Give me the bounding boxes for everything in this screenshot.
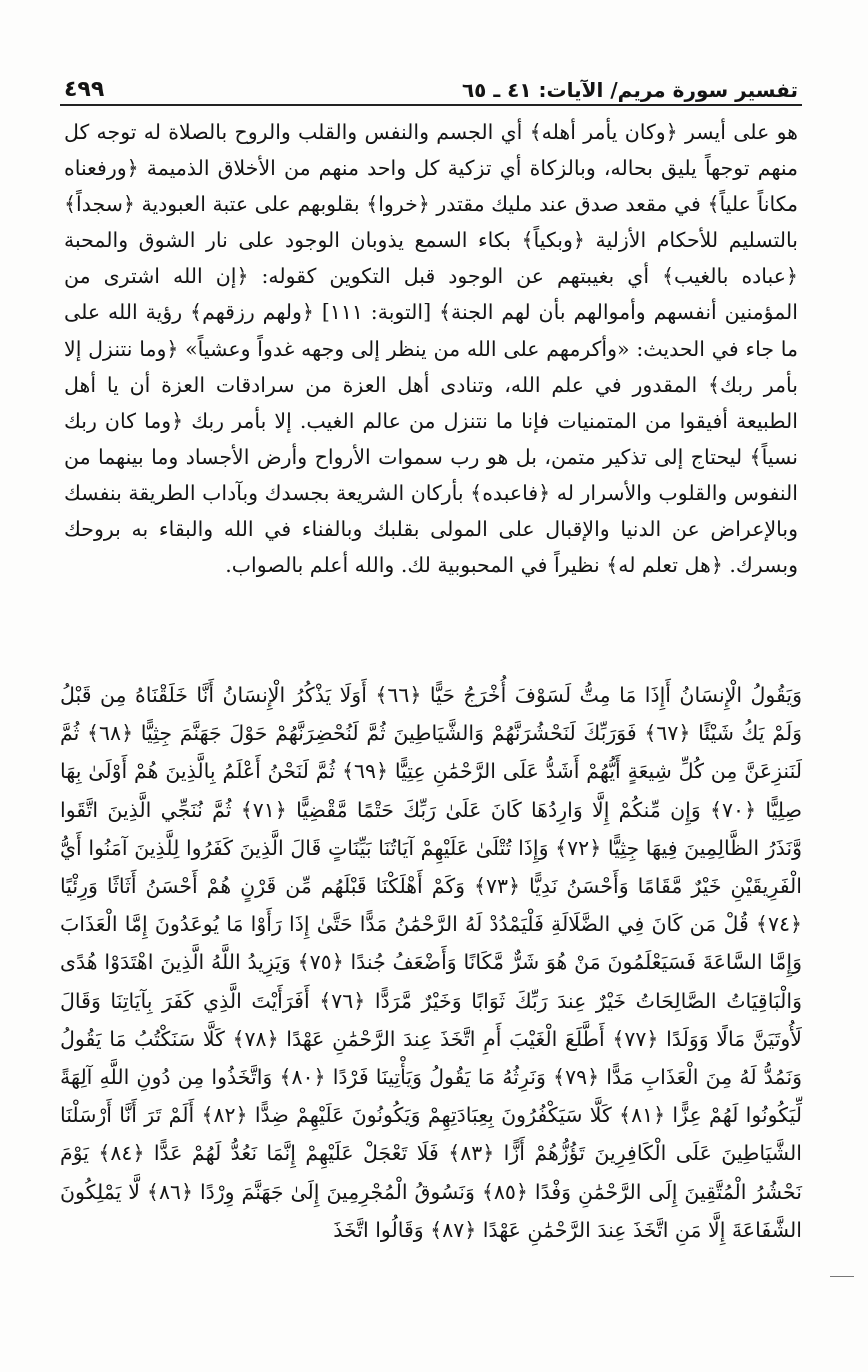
margin-mark — [830, 1276, 854, 1277]
quran-verses: وَيَقُولُ الْإِنسَانُ أَإِذَا مَا مِتُّ لَسَوْفَ أُخْرَجُ حَيًّا ﴿٦٦﴾ أَوَلَا يَذْكُرُ الْإِنسَانُ أَنَّا خَلَقْنَاهُ مِن قَبْلُ وَلَمْ يَكُ شَيْئًا ﴿٦٧﴾ فَوَرَبِّكَ لَنَحْشُرَنَّهُمْ وَالشَّيَاطِينَ ثُمَّ لَنُحْضِرَنَّهُمْ حَوْلَ جَهَنَّمَ جِثِيًّا ﴿٦٨﴾ ثُمَّ لَنَنزِعَنَّ مِن كُلِّ شِيعَةٍ أَيُّهُمْ أَشَدُّ عَلَى الرَّحْمَٰنِ عِتِيًّا ﴿٦٩﴾ ثُمَّ لَنَحْنُ أَعْلَمُ بِالَّذِينَ هُمْ أَوْلَىٰ بِهَا صِلِيًّا ﴿٧٠﴾ وَإِن مِّنكُمْ إِلَّا وَارِدُهَا كَانَ عَلَىٰ رَبِّكَ حَتْمًا مَّقْضِيًّا ﴿٧١﴾ ثُمَّ نُنَجِّي الَّذِينَ اتَّقَوا وَّنَذَرُ الظَّالِمِينَ فِيهَا جِثِيًّا ﴿٧٢﴾ وَإِذَا تُتْلَىٰ عَلَيْهِمْ آيَاتُنَا بَيِّنَاتٍ قَالَ الَّذِينَ كَفَرُوا لِلَّذِينَ آمَنُوا أَيُّ الْفَرِيقَيْنِ خَيْرٌ مَّقَامًا وَأَحْسَنُ نَدِيًّا ﴿٧٣﴾ وَكَمْ أَهْلَكْنَا قَبْلَهُم مِّن قَرْنٍ هُمْ أَحْسَنُ أَثَاثًا وَرِئْيًا ﴿٧٤﴾ قُلْ مَن كَانَ فِي الضَّلَالَةِ فَلْيَمْدُدْ لَهُ الرَّحْمَٰنُ مَدًّا حَتَّىٰ إِذَا رَأَوْا مَا يُوعَدُونَ إِمَّا الْعَذَابَ وَإِمَّا السَّاعَةَ فَسَيَعْلَمُونَ مَنْ هُوَ شَرٌّ مَّكَانًا وَأَضْعَفُ جُندًا ﴿٧٥﴾ وَيَزِيدُ اللَّهُ الَّذِينَ اهْتَدَوْا هُدًى وَالْبَاقِيَاتُ الصَّالِحَاتُ خَيْرٌ عِندَ رَبِّكَ ثَوَابًا وَخَيْرٌ مَّرَدًّا ﴿٧٦﴾ أَفَرَأَيْتَ الَّذِي كَفَرَ بِآيَاتِنَا وَقَالَ لَأُوتَيَنَّ مَالًا وَوَلَدًا ﴿٧٧﴾ أَطَّلَعَ الْغَيْبَ أَمِ اتَّخَذَ عِندَ الرَّحْمَٰنِ عَهْدًا ﴿٧٨﴾ كَلَّا سَنَكْتُبُ مَا يَقُولُ وَنَمُدُّ لَهُ مِنَ الْعَذَابِ مَدًّا ﴿٧٩﴾ وَنَرِثُهُ مَا يَقُولُ وَيَأْتِينَا فَرْدًا ﴿٨٠﴾ وَاتَّخَذُوا مِن دُونِ اللَّهِ آلِهَةً لِّيَكُونُوا لَهُمْ عِزًّا ﴿٨١﴾ كَلَّا سَيَكْفُرُونَ بِعِبَادَتِهِمْ وَيَكُونُونَ عَلَيْهِمْ ضِدًّا ﴿٨٢﴾ أَلَمْ تَرَ أَنَّا أَرْسَلْنَا الشَّيَاطِينَ عَلَى الْكَافِرِينَ تَؤُزُّهُمْ أَزًّا ﴿٨٣﴾ فَلَا تَعْجَلْ عَلَيْهِمْ إِنَّمَا نَعُدُّ لَهُمْ عَدًّا ﴿٨٤﴾ يَوْمَ نَحْشُرُ الْمُتَّقِينَ إِلَى الرَّحْمَٰنِ وَفْدًا ﴿٨٥﴾ وَنَسُوقُ الْمُجْرِمِينَ إِلَىٰ جَهَنَّمَ وِرْدًا ﴿٨٦﴾ لَّا يَمْلِكُونَ الشَّفَاعَةَ إِلَّا مَنِ اتَّخَذَ عِندَ الرَّحْمَٰنِ عَهْدًا ﴿٨٧﴾ وَقَالُوا اتَّخَذَ — [60, 683, 803, 1242]
quran-verses-block — [60, 676, 802, 1249]
header-rule — [60, 104, 802, 106]
page-header — [64, 68, 798, 102]
page-number: ٤٩٩ — [64, 77, 105, 102]
commentary-text — [64, 114, 798, 583]
running-title: تفسير سورة مريم/ الآيات: ٤١ ـ ٦٥ — [461, 78, 798, 102]
commentary-paragraph: هو على أيسر ﴿وكان يأمر أهله﴾ أي الجسم والنفس والقلب والروح بالصلاة له توجه كل منهم توجهاً يليق بحاله، وبالزكاة أي تزكية كل واحد منهم من الأخلاق الذميمة ﴿ورفعناه مكاناً علياً﴾ في مقعد صدق عند مليك مقتدر ﴿خروا﴾ بقلوبهم على عتبة العبودية ﴿سجداً﴾ بالتسليم للأحكام الأزلية ﴿وبكياً﴾ بكاء السمع يذوبان الوجود على نار الشوق والمحبة ﴿عباده بالغيب﴾ أي بغيبتهم عن الوجود قبل التكوين كقوله: ﴿إن الله اشترى من المؤمنين أنفسهم وأموالهم بأن لهم الجنة﴾ [التوبة: ١١١] ﴿ولهم رزقهم﴾ رؤية الله على ما جاء في الحديث: «وأكرمهم على الله من ينظر إلى وجهه غدواً وعشياً» ﴿وما نتنزل إلا بأمر ربك﴾ المقدور في علم الله، وتنادى أهل العزة من سرادقات العزة أن يا أهل الطبيعة أفيقوا من المتمنيات فإنا ما نتنزل من عالم الغيب. إلا بأمر ربك ﴿وما كان ربك نسياً﴾ ليحتاج إلى تذكير متمن، بل هو رب سموات الأرواح وأرض الأجساد وما بينهما من النفوس والقلوب والأسرار له ﴿فاعبده﴾ بأركان الشريعة بجسدك وبآداب الطريقة بنفسك وبالإعراض عن الدنيا والإقبال على المولى بقلبك وبالفناء في الله والبقاء به بروحك وبسرك. ﴿هل تعلم له﴾ نظيراً في المحبوبية لك. والله أعلم بالصواب. — [64, 120, 798, 578]
